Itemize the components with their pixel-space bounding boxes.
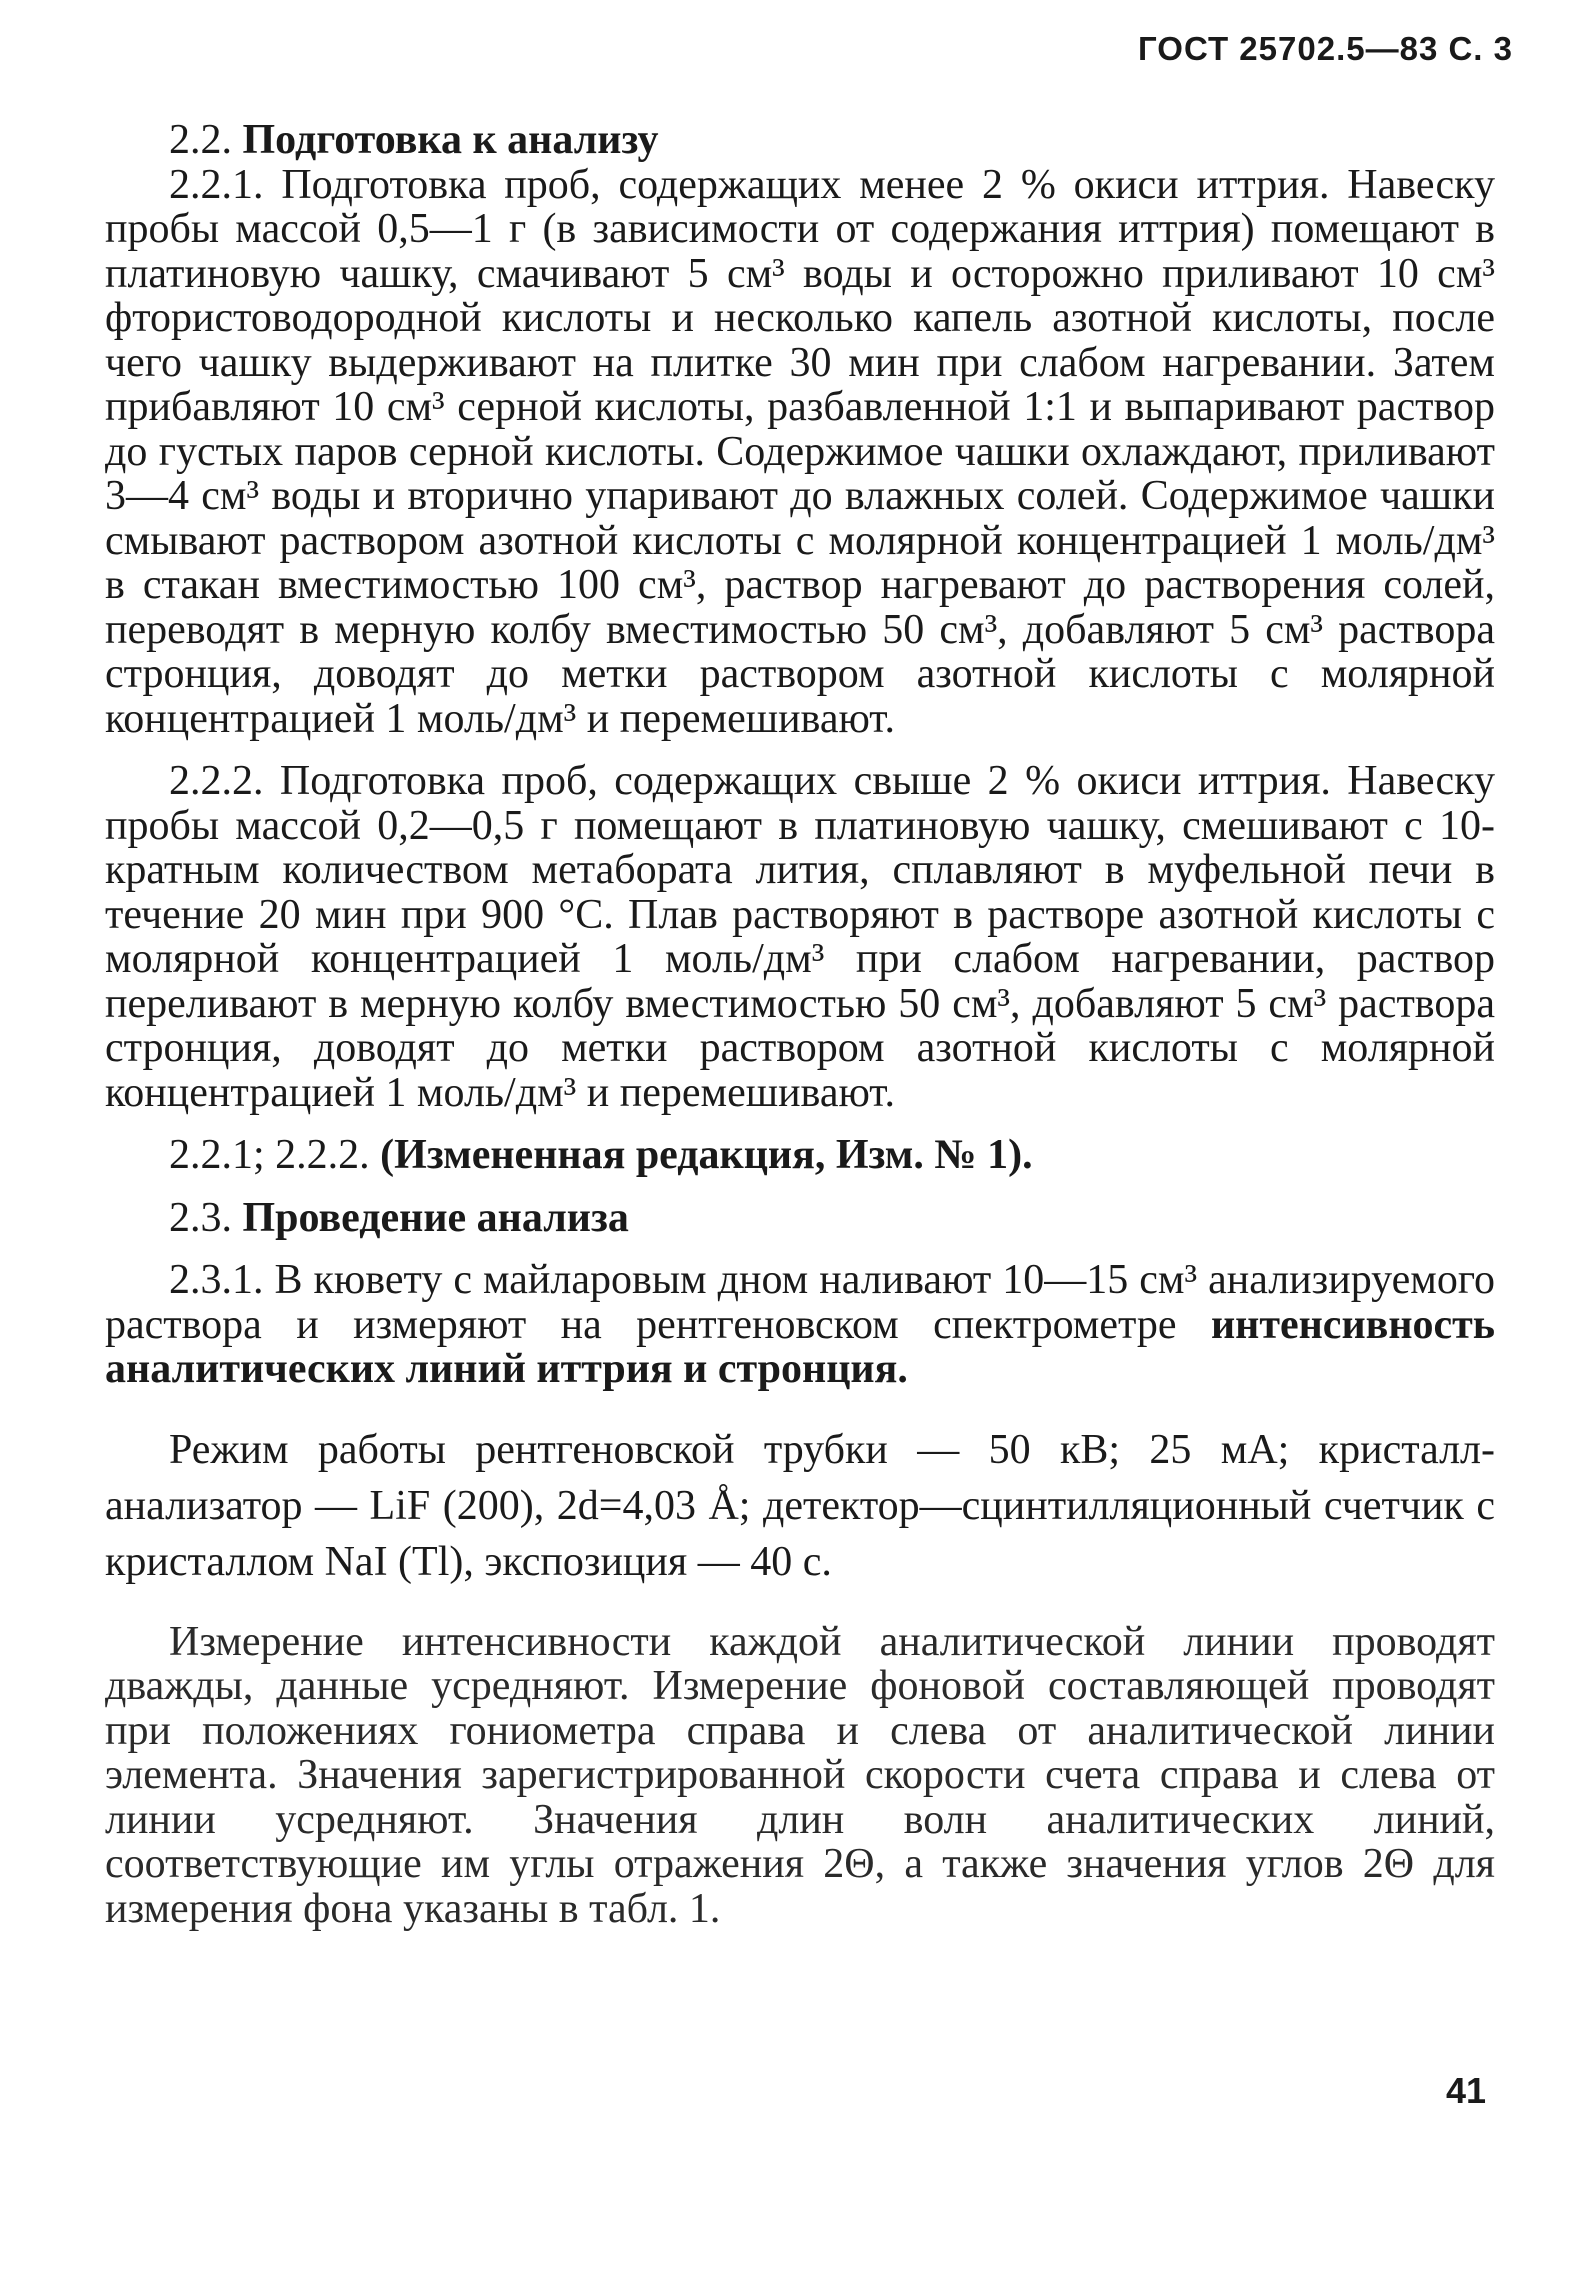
section-title: Подготовка к анализу (242, 117, 659, 163)
amendment-note (105, 1133, 1495, 1178)
document-body (105, 118, 1495, 1931)
paragraph-tube-regime: Режим работы рентгеновской трубки — 50 кВ; 25 мА; кристалл-анализатор — LiF (200), 2d=4,03 Å; детектор—сцинтилляционный счетчик с кристаллом NaI (Tl), экспозиция — 40 с. (105, 1426, 1495, 1585)
section-number: 2.3. (169, 1194, 232, 1241)
paragraph-2-2-1: 2.2.1. Подготовка проб, содержащих менее 2 % окиси иттрия. Навеску пробы массой 0,5—1 г (в зависимости от содержания иттрия) помещают в платиновую чашку, смачивают 5 см³ воды и осторожно приливают 10 см³ фтористоводородной кислоты и несколько капель азотной кислоты, после чего чашку выдерживают на плитке 30 мин при слабом нагревании. Затем прибавляют 10 см³ серной кислоты, разбавленной 1:1 и выпаривают раствор до густых паров серной кислоты. Содержимое чашки охлаждают, приливают 3—4 см³ воды и вторично упаривают до влажных солей. Содержимое чашки смывают раствором азотной кислоты с молярной концентрацией 1 моль/дм³ в стакан вместимостью 100 см³, раствор нагревают до растворения солей, переводят в мерную колбу вместимостью 50 см³, добавляют 5 см³ раствора стронция, доводят до метки раствором азотной кислоты с молярной концентрацией 1 моль/дм³ и перемешивают. (105, 161, 1495, 742)
paragraph-bold-text: интенсивность аналитических линий иттрия и стронция. (105, 1301, 1496, 1392)
amendment-refs: 2.2.1; 2.2.2. (169, 1132, 370, 1178)
section-number: 2.2. (169, 117, 232, 163)
paragraph-measurement: Измерение интенсивности каждой аналитической линии проводят дважды, данные усредняют. Измерение фоновой составляющей проводят при положениях гониометра справа и слева от аналитической линии элемента. Значения зарегистрированной скорости счета справа и слева от линии усредняют. Значения длин волн аналитических линий, соответствующие им углы отражения 2Θ, а также значения углов 2Θ для измерения фона указаны в табл. 1. (105, 1618, 1495, 1932)
section-heading-2-2 (105, 118, 1495, 163)
paragraph-2-2-2: 2.2.2. Подготовка проб, содержащих свыше 2 % окиси иттрия. Навеску пробы массой 0,2—0,5 г помещают в платиновую чашку, смешивают с 10-кратным количеством метабората лития, сплавляют в муфельной печи в течение 20 мин при 900 °С. Плав растворяют в растворе азотной кислоты с молярной концентрацией 1 моль/дм³ при слабом нагревании, раствор переливают в мерную колбу вместимостью 50 см³, добавляют 5 см³ раствора стронция, доводят до метки раствором азотной кислоты с молярной концентрацией 1 моль/дм³ и перемешивают. (105, 758, 1495, 1116)
amendment-text: (Измененная редакция, Изм. № 1). (380, 1132, 1033, 1178)
paragraph-2-3-1 (105, 1258, 1495, 1392)
paragraph-text: 2.3.1. В кювету с майларовым дном наливают 10—15 см³ анализируемого раствора и измеряют на рентгеновском спектрометре (105, 1257, 1495, 1348)
section-heading-2-3 (105, 1196, 1495, 1241)
section-title: Проведение анализа (242, 1194, 629, 1241)
page-number: 41 (1445, 2070, 1486, 2111)
page-header: ГОСТ 25702.5—83 С. 3 (1138, 30, 1513, 67)
